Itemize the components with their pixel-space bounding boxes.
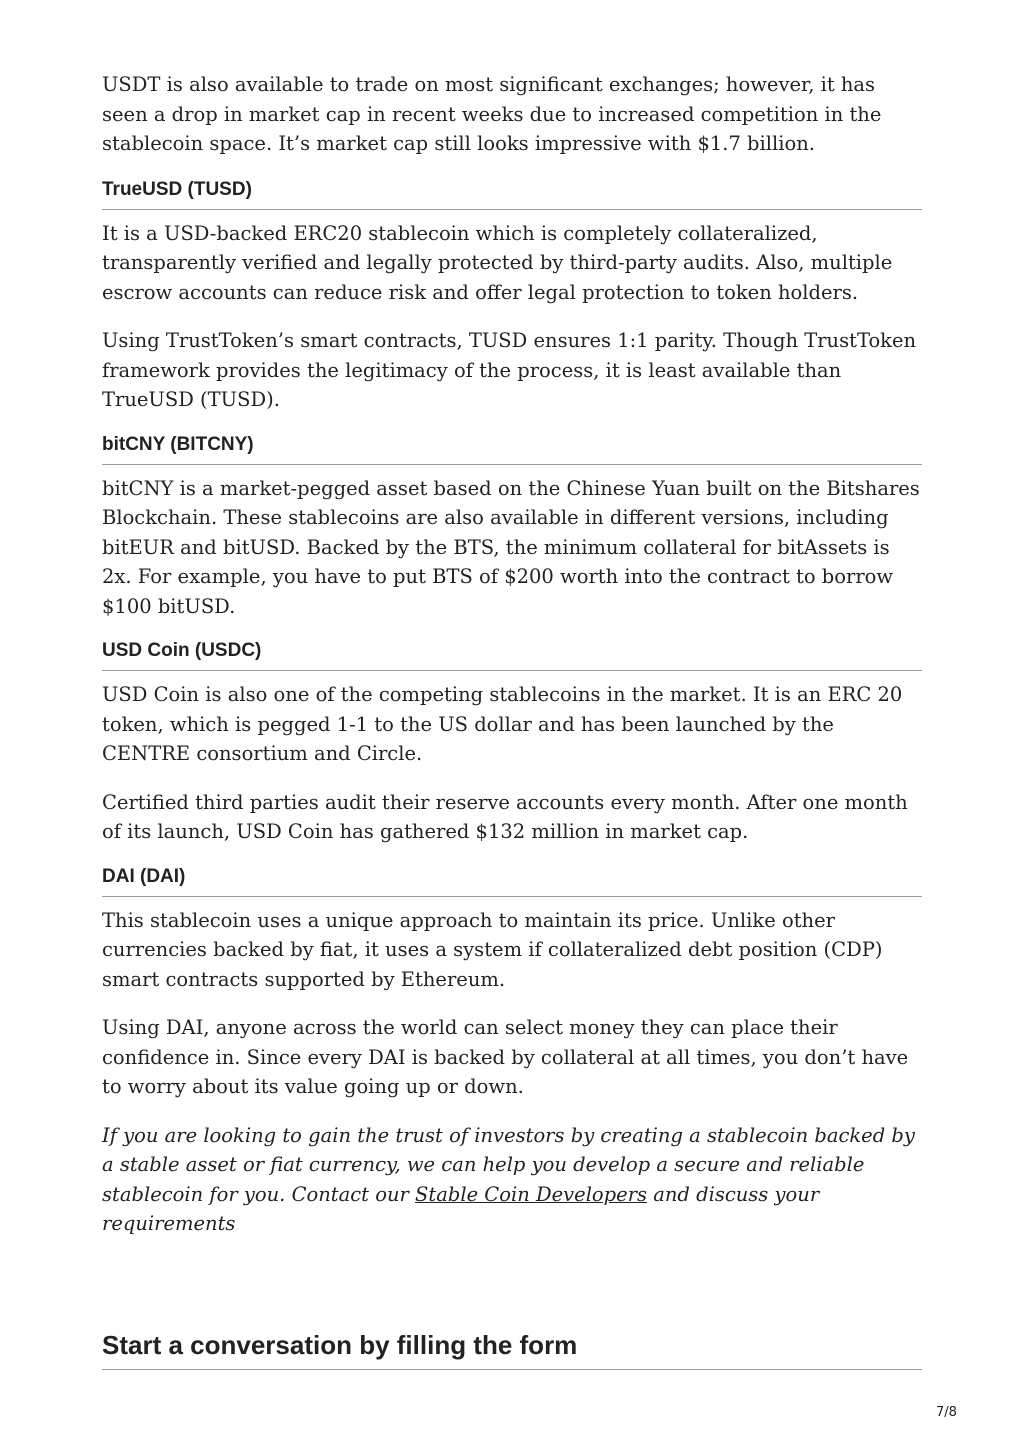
section-bitcny <box>102 434 922 622</box>
stable-coin-developers-link[interactable]: Stable Coin Developers <box>415 1182 648 1206</box>
section-title: DAI (DAI) <box>102 866 922 897</box>
section-paragraph: It is a USD-backed ERC20 stablecoin which is completely collateralized, transparently verified and legally protected by third-party audits. Also, multiple escrow accounts can reduce risk and offer legal protection to token holders. <box>102 221 893 304</box>
section-usdc <box>102 640 922 847</box>
section-title: TrueUSD (TUSD) <box>102 179 922 210</box>
cta-paragraph <box>102 1121 922 1239</box>
section-paragraph: Using TrustToken’s smart contracts, TUSD ensures 1:1 parity. Though TrustToken framework provides the legitimacy of the process, it is least available than TrueUSD (TUSD). <box>102 329 917 411</box>
section-dai <box>102 866 922 1102</box>
section-paragraph: Using DAI, anyone across the world can select money they can place their confidence in. Since every DAI is backed by collateral at all times, you don’t have to worry about its value going up or down. <box>102 1016 909 1098</box>
page-number: 7/8 <box>936 1405 957 1420</box>
form-heading: Start a conversation by filling the form <box>102 1330 922 1370</box>
section-paragraph: Certified third parties audit their reserve accounts every month. After one month of its launch, USD Coin has gathered $132 million in market cap. <box>102 790 908 843</box>
cta-text-end: and discuss your requirements <box>102 1182 820 1235</box>
section-paragraph: USD Coin is also one of the competing stablecoins in the market. It is an ERC 20 token, which is pegged 1-1 to the US dollar and has been launched by the CENTRE consortium and Circle. <box>102 683 903 765</box>
section-paragraph: This stablecoin uses a unique approach to maintain its price. Unlike other currencies backed by fiat, it uses a system if collateralized debt position (CDP) smart contracts supported by Ethereum. <box>102 908 883 991</box>
section-paragraph: bitCNY is a market-pegged asset based on the Chinese Yuan built on the Bitshares Blockchain. These stablecoins are also available in different versions, including bitEUR and bitUSD. Backed by the BTS, the minimum collateral for bitAssets is 2x. For example, you have to put BTS of $200 worth into the contract to borrow $100 bitUSD. <box>102 476 920 618</box>
section-title: USD Coin (USDC) <box>102 640 922 671</box>
document-body <box>102 70 922 1370</box>
intro-paragraph: USDT is also available to trade on most significant exchanges; however, it has seen a drop in market cap in recent weeks due to increased competition in the stablecoin space. It’s market cap still looks impressive with $1.7 billion. <box>102 73 882 155</box>
section-trueusd <box>102 179 922 415</box>
section-title: bitCNY (BITCNY) <box>102 434 922 465</box>
cta-text: If you are looking to gain the trust of investors by creating a stablecoin backed by a stable asset or fiat currency, we can help you develop a secure and reliable stablecoin for you. Contact our <box>102 1123 915 1206</box>
